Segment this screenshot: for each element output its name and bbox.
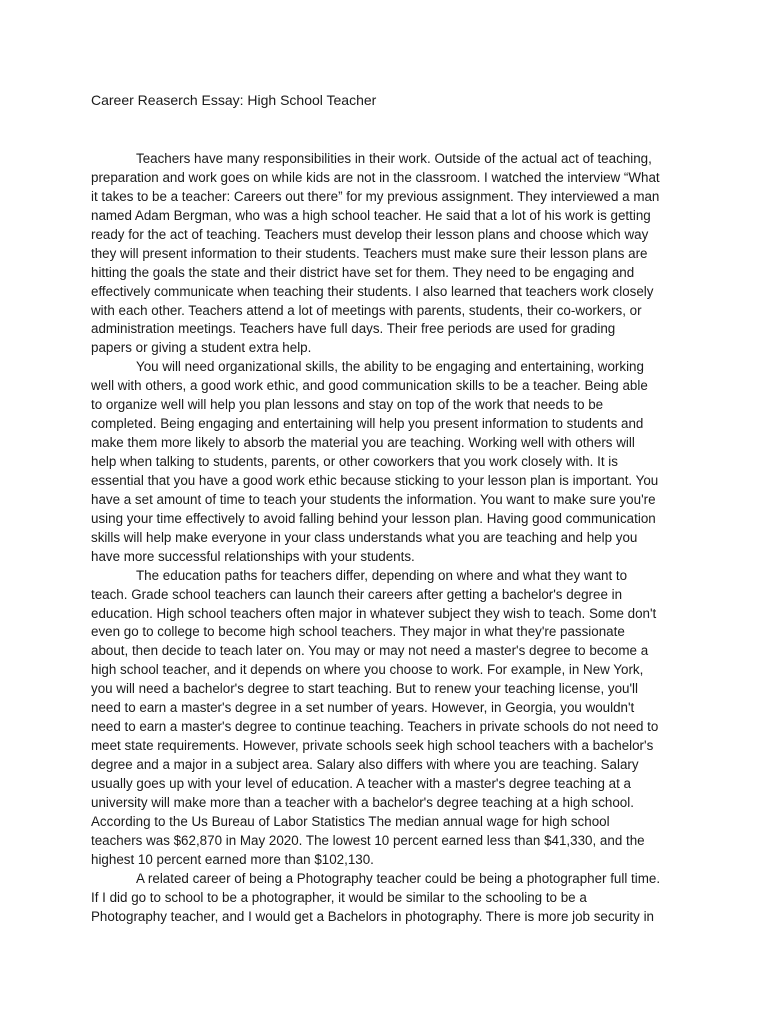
document-title: Career Reaserch Essay: High School Teacher	[91, 92, 377, 108]
essay-line: even go to college to become high school teachers. They major in what they're passionate	[91, 624, 625, 640]
essay-line: have a set amount of time to teach your students the information. You want to make sure you're	[91, 491, 656, 507]
essay-line: If I did go to school to be a photographer, it would be similar to the schooling to be a	[91, 889, 587, 905]
essay-line: skills will help make everyone in your class understands what you are teaching and help you	[91, 529, 638, 545]
essay-line: help when talking to students, parents, or other coworkers that you work closely with. It is	[91, 454, 618, 469]
essay-line: degree and a major in a subject area. Salary also differs with where you are teaching. Salary	[91, 757, 639, 772]
essay-line: teach. Grade school teachers can launch their careers after getting a bachelor's degree in	[91, 586, 623, 602]
essay-body	[91, 150, 681, 926]
essay-line: about, then decide to teach later on. You may or may not need a master's degree to become a	[91, 643, 649, 659]
essay-line: have more successful relationships with your students.	[91, 548, 415, 564]
essay-line: usually goes up with your level of education. A teacher with a master's degree teaching at a	[91, 775, 631, 791]
essay-line: with each other. Teachers attend a lot of meetings with parents, students, their co-workers, or	[91, 302, 642, 318]
essay-line: named Adam Bergman, who was a high school teacher. He said that a lot of his work is getting	[91, 207, 651, 223]
essay-line: Photography teacher, and I would get a Bachelors in photography. There is more job security in	[91, 908, 654, 924]
essay-line: hitting the goals the state and their district have set for them. They need to be engaging and	[91, 264, 635, 280]
essay-line: to organize well will help you plan lessons and stay on top of the work that needs to be	[91, 397, 604, 413]
essay-line: you will need a bachelor's degree to start teaching. But to renew your teaching license, you'll	[91, 681, 639, 697]
essay-line: highest 10 percent earned more than $102,130.	[91, 851, 374, 867]
essay-line: The education paths for teachers differ, depending on where and what they want to	[136, 567, 628, 583]
essay-line: papers or giving a student extra help.	[91, 340, 312, 356]
essay-line: education. High school teachers often major in whatever subject they wish to teach. Some don't	[91, 605, 657, 621]
essay-line: completed. Being engaging and entertaining will help you present information to students and	[91, 416, 644, 432]
essay-line: using your time effectively to avoid falling behind your lesson plan. Having good communication	[91, 510, 656, 526]
essay-line: need to earn a master's degree in a set number of years. However, in Georgia, you wouldn't	[91, 700, 635, 716]
essay-line: meet state requirements. However, private schools seek high school teachers with a bachelor's	[91, 738, 654, 754]
essay-line: A related career of being a Photography teacher could be being a photographer full time.	[136, 870, 661, 886]
essay-line: teachers was $62,870 in May 2020. The lowest 10 percent earned less than $41,330, and the	[91, 832, 645, 848]
essay-line: they will present information to their students. Teachers must make sure their lesson plans are	[91, 245, 648, 261]
essay-line: need to earn a master's degree to continue teaching. Teachers in private schools do not need to	[91, 719, 659, 735]
essay-line: preparation and work goes on while kids are not in the classroom. I watched the interview “What	[91, 169, 660, 185]
essay-line: university will make more than a teacher with a bachelor's degree teaching at a high school.	[91, 794, 634, 810]
essay-line: it takes to be a teacher: Careers out there” for my previous assignment. They interviewed a man	[91, 188, 660, 204]
essay-line: well with others, a good work ethic, and good communication skills to be a teacher. Being able	[91, 378, 648, 394]
essay-line: You will need organizational skills, the ability to be engaging and entertaining, working	[136, 359, 644, 375]
essay-line: essential that you have a good work ethic because sticking to your lesson plan is important. You	[91, 472, 659, 488]
essay-line: administration meetings. Teachers have full days. Their free periods are used for grading	[91, 321, 616, 337]
essay-line: ready for the act of teaching. Teachers must develop their lesson plans and choose which way	[91, 226, 649, 242]
essay-line: make them more likely to absorb the material you are teaching. Working well with others will	[91, 435, 635, 451]
essay-line: Teachers have many responsibilities in their work. Outside of the actual act of teaching,	[136, 151, 652, 166]
essay-line: According to the Us Bureau of Labor Statistics The median annual wage for high school	[91, 813, 610, 829]
essay-line: high school teacher, and it depends on where you choose to work. For example, in New York,	[91, 662, 644, 678]
essay-line: effectively communicate when teaching their students. I also learned that teachers work closely	[91, 283, 654, 299]
